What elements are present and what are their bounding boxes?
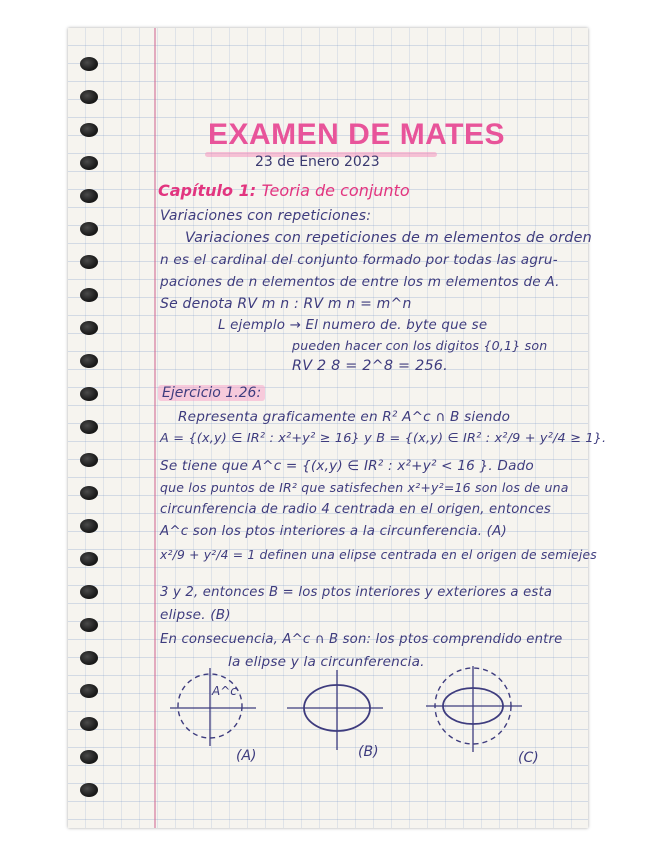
binding-hole <box>80 750 98 764</box>
binding-hole <box>80 420 98 434</box>
binding-hole <box>80 354 98 368</box>
exercise-line: que los puntos de IR² que satisfechen x²+y²=16 son los de una <box>160 480 569 495</box>
binding-hole <box>80 585 98 599</box>
binding-hole <box>80 387 98 401</box>
exercise-line: 3 y 2, entonces B = los ptos interiores y exteriores a esta <box>160 585 553 600</box>
diagram-circle-a <box>168 668 258 748</box>
binding-hole <box>80 453 98 467</box>
exercise-line: A^c son los ptos interiores a la circunferencia. (A) <box>160 524 507 539</box>
binding-hole <box>80 156 98 170</box>
note-line: Variaciones con repeticiones: <box>160 208 372 224</box>
exercise-line: A = {(x,y) ∈ IR² : x²+y² ≥ 16} y B = {(x,y) ∈ IR² : x²/9 + y²/4 ≥ 1}. <box>160 431 607 446</box>
note-line: pueden hacer con los digitos {0,1} son <box>292 338 548 353</box>
note-line: Se denota RV m n : RV m n = m^n <box>160 296 412 312</box>
binding-hole <box>80 90 98 104</box>
margin-line <box>154 28 156 828</box>
exercise-line: Se tiene que A^c = {(x,y) ∈ IR² : x²+y² < 16 }. Dado <box>160 458 534 474</box>
chapter-label: Capítulo 1: <box>158 181 257 200</box>
note-line: Variaciones con repeticiones de m elementos de orden <box>185 230 592 246</box>
exercise-line: x²/9 + y²/4 = 1 definen una elipse centrada en el origen de semiejes <box>160 548 597 562</box>
exercise-label: Ejercicio 1.26: <box>158 385 265 401</box>
exercise-line: la elipse y la circunferencia. <box>228 654 425 670</box>
diagram-label-a: (A) <box>236 748 257 764</box>
diagram-combined-c <box>418 662 528 754</box>
page-title: EXAMEN DE MATES <box>208 118 505 151</box>
binding-hole <box>80 618 98 632</box>
chapter-heading <box>158 181 410 200</box>
binding-hole <box>80 189 98 203</box>
binding-hole <box>80 222 98 236</box>
note-line: paciones de n elementos de entre los m elementos de A. <box>160 274 560 290</box>
binding-hole <box>80 552 98 566</box>
binding-hole <box>80 255 98 269</box>
exercise-line: circunferencia de radio 4 centrada en el origen, entonces <box>160 502 551 517</box>
binding-hole <box>80 519 98 533</box>
note-line: RV 2 8 = 2^8 = 256. <box>292 358 448 374</box>
binding-hole <box>80 57 98 71</box>
chapter-name: Teoria de conjunto <box>261 181 410 200</box>
binding-hole <box>80 684 98 698</box>
exercise-line: Representa graficamente en R² A^c ∩ B siendo <box>178 409 511 425</box>
spiral-holes <box>80 45 104 805</box>
exercise-line: En consecuencia, A^c ∩ B son: los ptos comprendido entre <box>160 632 563 647</box>
diagram-label-b: (B) <box>358 744 379 760</box>
binding-hole <box>80 717 98 731</box>
note-line: L ejemplo → El numero de. byte que se <box>218 318 488 333</box>
diagram-ellipse-b <box>285 668 385 752</box>
exam-date: 23 de Enero 2023 <box>255 154 380 170</box>
note-line: n es el cardinal del conjunto formado por todas las agru- <box>160 252 558 268</box>
exercise-line: elipse. (B) <box>160 607 231 623</box>
binding-hole <box>80 321 98 335</box>
binding-hole <box>80 123 98 137</box>
binding-hole <box>80 783 98 797</box>
diagram-label-c: (C) <box>518 750 539 766</box>
region-label-ac: A^c <box>212 684 237 698</box>
binding-hole <box>80 651 98 665</box>
binding-hole <box>80 486 98 500</box>
binding-hole <box>80 288 98 302</box>
